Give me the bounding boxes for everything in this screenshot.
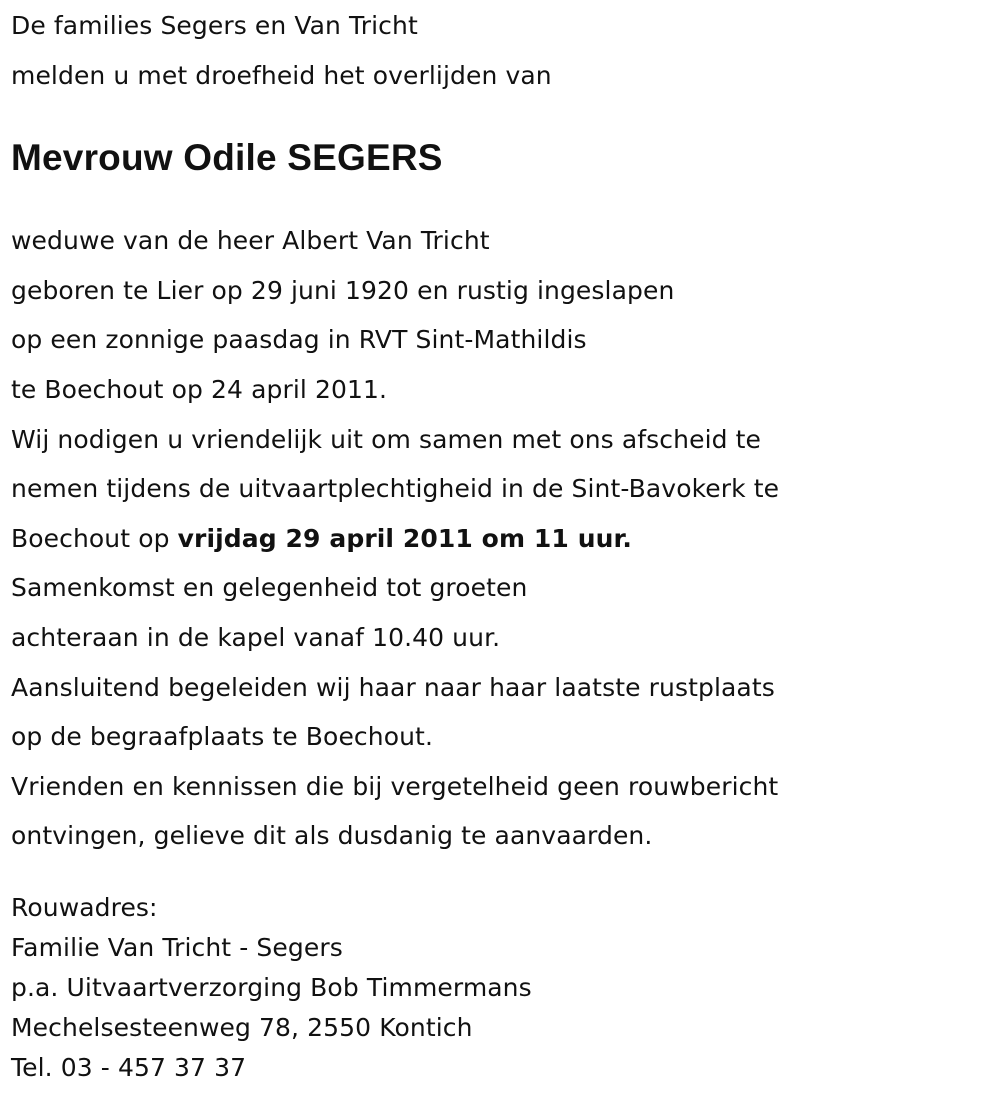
obituary-notice bbox=[11, 0, 991, 1088]
body-line-ceremony: nemen tijdens de uitvaartplechtigheid in de Sint-Bavokerk te bbox=[11, 474, 780, 504]
body-line-accept: ontvingen, gelieve dit als dusdanig te aanvaarden. bbox=[11, 821, 653, 851]
body-line-ceremony-date bbox=[11, 514, 991, 564]
body-line-burial: Aansluitend begeleiden wij haar naar haar laatste rustplaats bbox=[11, 672, 775, 702]
deceased-name: Mevrouw Odile SEGERS bbox=[11, 137, 443, 179]
ceremony-datetime: vrijdag 29 april 2011 om 11 uur. bbox=[177, 523, 632, 553]
intro-line-announcement: melden u met droefheid het overlijden van bbox=[11, 60, 552, 90]
body-line-friends: Vrienden en kennissen die bij vergetelheid geen rouwbericht bbox=[11, 771, 779, 801]
mourning-address bbox=[11, 888, 991, 1088]
body-line-born: geboren te Lier op 29 juni 1920 en rustig ingeslapen bbox=[11, 275, 675, 305]
notice-body bbox=[11, 216, 991, 861]
intro-line-families: De families Segers en Van Tricht bbox=[11, 11, 418, 40]
body-line-date: te Boechout op 24 april 2011. bbox=[11, 374, 388, 404]
body-line-gathering: Samenkomst en gelegenheid tot groeten bbox=[11, 573, 528, 603]
intro-section bbox=[11, 1, 991, 100]
address-phone: Tel. 03 - 457 37 37 bbox=[11, 1052, 247, 1082]
body-line-widow: weduwe van de heer Albert Van Tricht bbox=[11, 226, 490, 256]
body-line-invitation: Wij nodigen u vriendelijk uit om samen met ons afscheid te bbox=[11, 424, 762, 454]
address-funeral-care: p.a. Uitvaartverzorging Bob Timmermans bbox=[11, 972, 532, 1002]
address-street: Mechelsesteenweg 78, 2550 Kontich bbox=[11, 1012, 473, 1042]
body-line-cemetery: op de begraafplaats te Boechout. bbox=[11, 722, 434, 752]
ceremony-location-text: Boechout op bbox=[11, 523, 178, 553]
body-line-place: op een zonnige paasdag in RVT Sint-Mathildis bbox=[11, 325, 587, 355]
body-line-gathering-time: achteraan in de kapel vanaf 10.40 uur. bbox=[11, 622, 501, 652]
address-family: Familie Van Tricht - Segers bbox=[11, 932, 343, 962]
address-heading: Rouwadres: bbox=[11, 892, 158, 922]
